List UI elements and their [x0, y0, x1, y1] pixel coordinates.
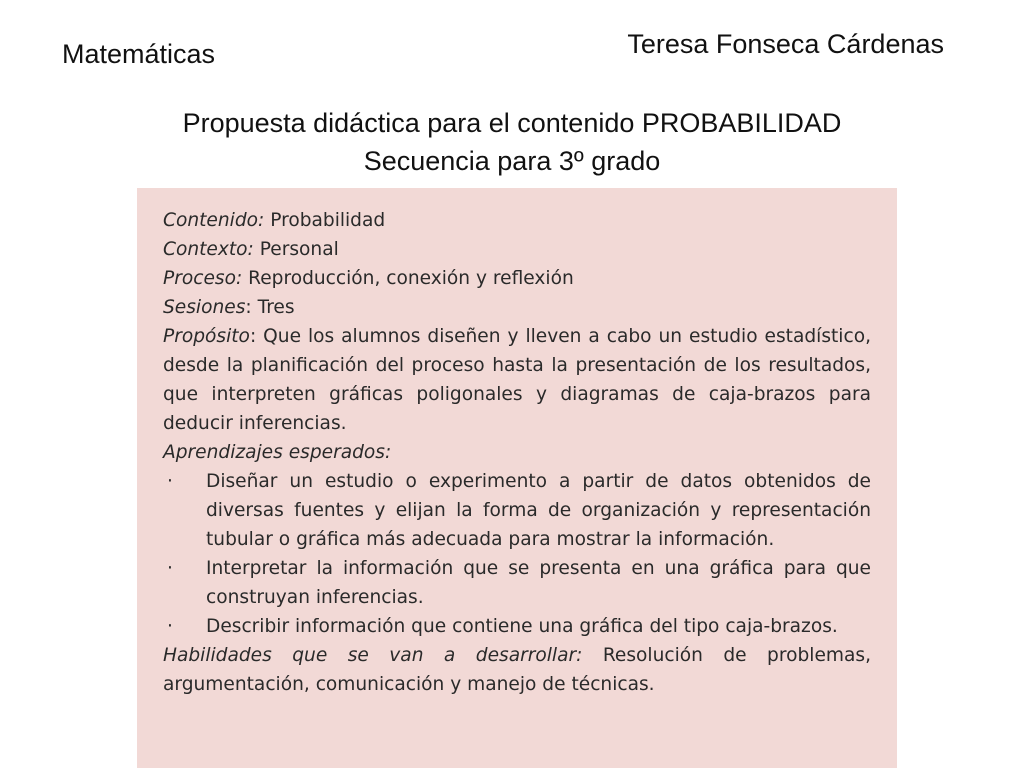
habilidades-paragraph [163, 641, 871, 699]
slide-titles [0, 104, 1024, 180]
author-name: Teresa Fonseca Cárdenas [627, 29, 944, 59]
aprendizajes-label: Aprendizajes esperados: [163, 442, 392, 463]
bullet-icon: · [167, 558, 173, 579]
proposito-label: Propósito [163, 326, 250, 347]
sesiones-value: : Tres [245, 297, 295, 318]
habilidades-label: Habilidades que se van a desarrollar: [163, 645, 583, 666]
slide-title: Propuesta didáctica para el contenido PROBABILIDAD [182, 108, 842, 138]
slide-subtitle: Secuencia para 3º grado [363, 146, 661, 176]
proceso-value: Reproducción, conexión y reflexión [242, 268, 574, 289]
aprendizajes-list [163, 467, 871, 641]
proposito-paragraph [163, 322, 871, 438]
aprendizajes-heading [163, 438, 871, 467]
contexto-label: Contexto: [163, 239, 254, 260]
list-item-text: Describir información que contiene una gráfica del tipo caja-brazos. [206, 616, 838, 637]
list-item-text: Diseñar un estudio o experimento a partir de datos obtenidos de diversas fuentes y elijan la forma de organización y representación tubular o gráfica más adecuada para mostrar la información. [206, 471, 871, 550]
content-panel [137, 188, 897, 768]
contexto-value: Personal [253, 239, 339, 260]
contenido-label: Contenido: [163, 210, 265, 231]
contexto-row [163, 235, 871, 264]
bullet-icon: · [167, 616, 173, 637]
list-item [163, 554, 871, 612]
contenido-row [163, 206, 871, 235]
sesiones-row [163, 293, 871, 322]
list-item [163, 467, 871, 554]
subject-label: Matemáticas [62, 39, 216, 69]
proceso-row [163, 264, 871, 293]
contenido-value: Probabilidad [264, 210, 386, 231]
list-item-text: Interpretar la información que se presenta en una gráfica para que construyan inferencias. [206, 558, 871, 608]
sesiones-label: Sesiones [163, 297, 246, 318]
habilidades-value: Resolución de problemas, argumentación, comunicación y manejo de técnicas. [163, 645, 871, 695]
bullet-icon: · [167, 471, 173, 492]
list-item [163, 612, 871, 641]
proposito-value: : Que los alumnos diseñen y lleven a cabo un estudio estadístico, desde la planificación del proceso hasta la presentación de los resultados, que interpreten gráficas poligonales y diagramas de caja-brazos para deducir inferencias. [163, 326, 871, 434]
proceso-label: Proceso: [163, 268, 243, 289]
